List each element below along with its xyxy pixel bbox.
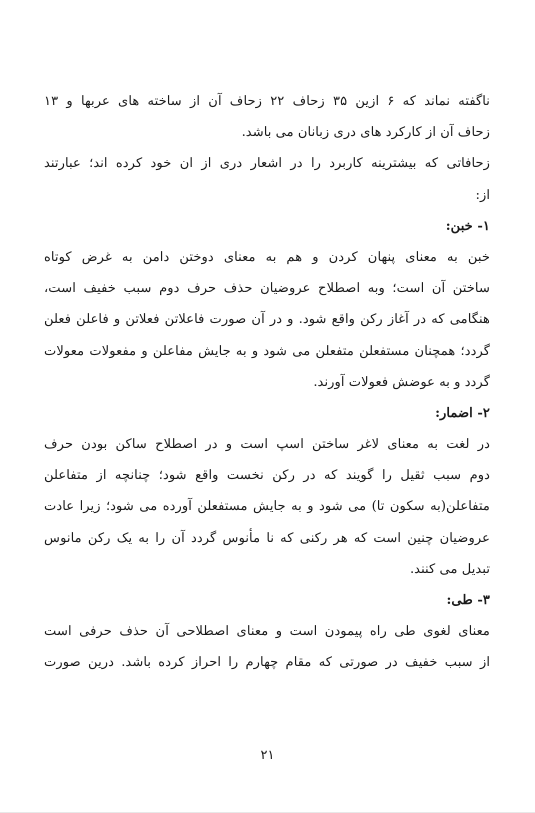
text-line: در لغت به معنای لاغر ساختن اسپ است و در اصطلاح ساکن بودن حرف xyxy=(44,437,490,453)
text-line: ساختن آن است؛ وبه اصطلاح عروضیان حذف حرف دوم سبب خفیف است، xyxy=(44,281,490,297)
page-number: ۲۱ xyxy=(260,748,275,763)
text-line: دوم سبب ثقیل را گویند که در رکن نخست واقع شود؛ چنانچه از متفاعلن xyxy=(44,468,490,484)
section-heading-khabn: ۱- خبن: xyxy=(445,218,490,234)
text-line: ناگفته نماند که ۶ ازین ۳۵ زحاف ۲۲ زحاف آن از ساخته های عربها و ۱۳ xyxy=(44,94,490,109)
section-heading-izmar: ۲- اضمار: xyxy=(435,405,490,421)
section-heading-tay: ۳- طی: xyxy=(446,593,490,608)
text-line: گردد و به عوضش فعولات آورند. xyxy=(313,374,490,390)
text-line: خبن به معنای پنهان کردن و هم به معنای دوختن دامن به غرض کوتاه xyxy=(44,249,490,265)
text-line: تبدیل می کنند. xyxy=(409,561,490,577)
text-line: زحافاتی که بیشترینه کاربرد را در اشعار دری از ان خود کرده اند؛ عبارتند xyxy=(44,156,490,172)
text-line: زحاف آن از کارکرد های دری زبانان می باشد. xyxy=(241,125,490,141)
text-line: عروضیان چنین است که هر رکنی که نا مأنوس گردد آن را به یک رکن مانوس xyxy=(44,530,490,546)
text-line: از: xyxy=(475,187,490,203)
text-line: گردد؛ همچنان مستفعلن متفعلن می شود و به جایش مفاعلن و مفعولات معولات xyxy=(44,343,490,359)
body-text xyxy=(44,86,490,679)
text-line: هنگامی که در آغاز رکن واقع شود. و در آن صورت فاعلاتن فعلاتن و فاعلن فعلن xyxy=(44,312,490,328)
text-line: معنای لغوی طی راه پیمودن است و معنای اصطلاحی آن حذف حرفی است xyxy=(44,624,490,640)
text-line: از سبب خفیف در صورتی که مقام چهارم را احراز کرده باشد. درین صورت xyxy=(44,655,490,671)
text-line: متفاعلن(به سکون تا) می شود و به جایش مستفعلن آورده می شود؛ زیرا عادت xyxy=(44,499,490,515)
